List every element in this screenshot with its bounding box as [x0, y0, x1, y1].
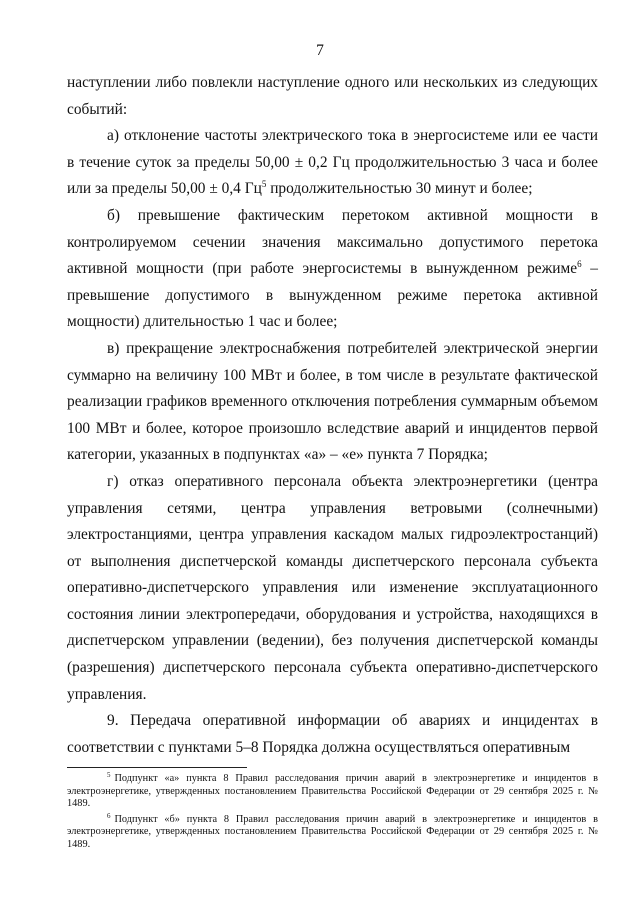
- footnote-reference-6: 6: [577, 259, 582, 270]
- paragraph-continuation: [67, 70, 598, 123]
- paragraph-text: б) превышение фактическим перетоком активной мощности в контролируемом сечении значения максимально допустимого перетока активной мощности (при работе энергосистемы в вынужденном режиме: [67, 206, 598, 278]
- footnotes: [67, 773, 598, 855]
- paragraph-text: в) прекращение электроснабжения потребителей электрической энергии суммарно на величину 100 МВт и более, в том числе в результате фактической реализации графиков временного отключения потребления суммарным объемом 100 МВт и более, которое произошло вследствие аварий и инцидентов первой категории, указанных в подпунктах «а» – «е» пункта 7 Порядка;: [67, 339, 598, 464]
- paragraph-text: 9. Передача оперативной информации об авариях и инцидентах в соответствии с пунктами 5–8 Порядка должна осуществляться оперативным: [67, 712, 598, 756]
- paragraph-text: продолжительностью 30 минут и более;: [266, 180, 533, 198]
- footnote-mark: 6: [107, 811, 111, 820]
- paragraph-text: наступлении либо повлекли наступление одного или нескольких из следующих событий:: [67, 74, 598, 118]
- footnote-text: Подпункт «б» пункта 8 Правил расследования причин аварий в электроэнергетике и инцидентов в электроэнергетике, утвержденных постановлением Правительства Российской Федерации от 29 сентября 2025 г. № 1489.: [67, 813, 598, 850]
- paragraph-item-v: [67, 336, 598, 469]
- page-number: 7: [316, 42, 324, 59]
- paragraph-text: а) отклонение частоты электрического тока в энергосистеме или ее части в течение суток за пределы 50,00 ± 0,2 Гц продолжительностью 3 часа и более или за пределы 50,00 ± 0,4 Гц: [67, 127, 598, 198]
- footnote-separator: [67, 767, 247, 768]
- paragraph-item-g: [67, 469, 598, 708]
- footnote-mark: 5: [107, 771, 111, 779]
- paragraph-text: – превышение допустимого в вынужденном режиме перетока активной мощности) длительностью 1 час и более;: [67, 260, 598, 331]
- paragraph-text: г) отказ оперативного персонала объекта электроэнергетики (центра управления сетями, центра управления ветровыми (солнечными) электростанциями, центра управления каскадом малых гидроэлектростанций) от выполнения диспетчерской команды диспетчерского персонала субъекта оперативно-диспетчерского управления или изменение эксплуатационного состояния линии электропередачи, оборудования и устройства, находящихся в диспетчерском управлении (ведении), без получения диспетчерской команды (разрешения) диспетчерского персонала субъекта оперативно-диспетчерского управления.: [67, 472, 598, 703]
- footnote-6: [67, 811, 598, 852]
- paragraph-item-a: [67, 123, 598, 203]
- footnote-reference-5: 5: [261, 179, 267, 190]
- paragraph-item-b: [67, 203, 598, 336]
- body-text: [67, 70, 598, 761]
- footnote-5: [67, 773, 598, 811]
- footnote-text: Подпункт «а» пункта 8 Правил расследования причин аварий в электроэнергетике и инцидентов в электроэнергетике, утвержденных постановлением Правительства Российской Федерации от 29 сентября 2025 г. № 1489.: [67, 773, 598, 810]
- paragraph-point-9: [67, 708, 598, 761]
